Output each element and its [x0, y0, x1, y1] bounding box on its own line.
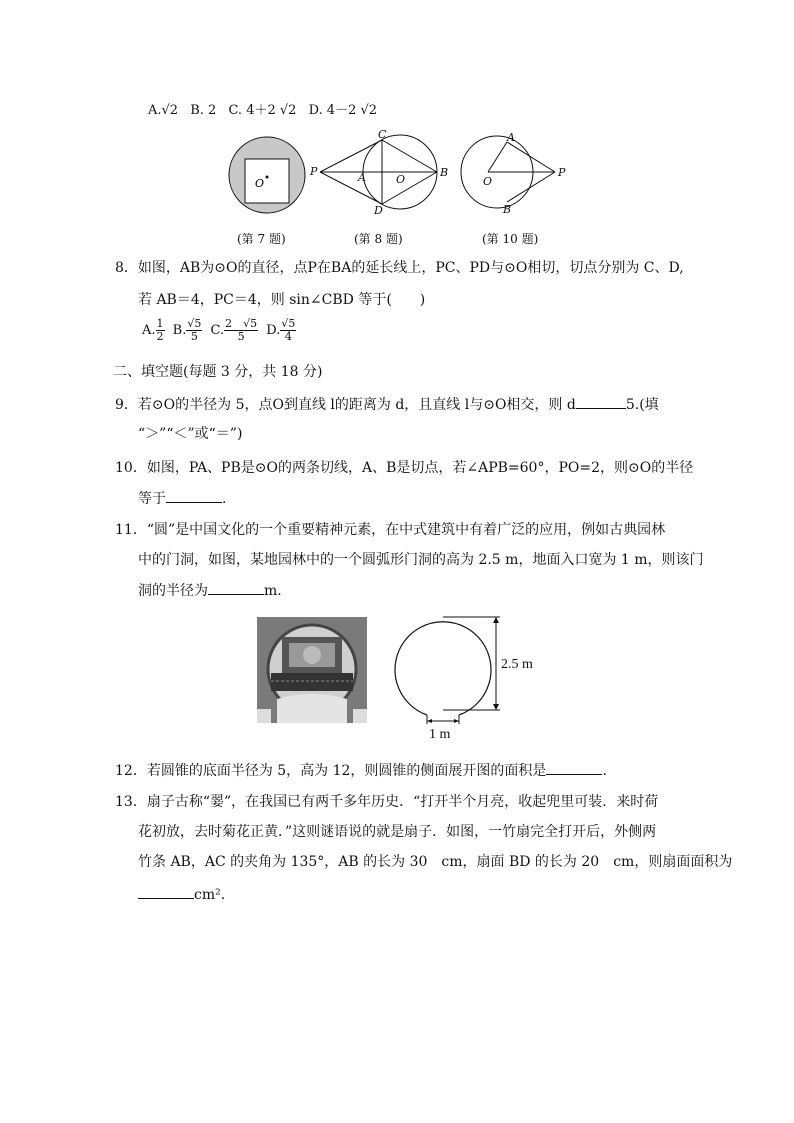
q13-answer-blank[interactable]	[138, 884, 194, 899]
q10-line-2-text: 等于	[138, 491, 166, 507]
q8-option-b-prefix: B.	[172, 323, 187, 338]
figure-10	[461, 136, 555, 208]
q13-line-2: 花初放，去时菊花正黄．”这则谜语说的就是扇子．如图，一竹扇完全打开后，外侧两	[138, 824, 657, 840]
q7-options	[148, 101, 385, 121]
q8-option-d-fraction	[280, 318, 296, 343]
figures-row	[220, 128, 600, 220]
fig8-label-d: D	[374, 204, 383, 217]
q8-option-a-num: 1	[156, 317, 164, 330]
q8-option-b-den: 5	[190, 330, 198, 343]
q9-line-1-tail: 5.(填	[625, 397, 659, 413]
q11-line-1: 11．“圆”是中国文化的一个重要精神元素，在中式建筑中有着广泛的应用，例如古典园林	[115, 522, 666, 538]
fig8-label-o: O	[396, 173, 406, 186]
door-width-label: 1 m	[429, 727, 451, 742]
q11-line-3-tail: m.	[264, 583, 282, 599]
q7-option-a: A.√2	[148, 103, 179, 118]
fig8-label-a: A	[358, 171, 366, 184]
fig8-label-p: P	[310, 165, 318, 178]
q10-line-2-tail: .	[222, 491, 227, 507]
q9-line-1-text: 9．若⊙O的半径为 5，点O到直线 l的距离为 d，且直线 l与⊙O相交，则 d	[115, 397, 576, 413]
q13-line-1: 13．扇子古称“翣”，在我国已有两千多年历史．“打开半个月亮，收起兜里可装．来时荷	[115, 794, 659, 810]
q11-line-3	[138, 580, 282, 601]
q8-option-c-num: 2 √5	[225, 317, 258, 330]
fig7-caption: (第 7 题)	[237, 232, 286, 246]
figure-7	[229, 137, 305, 213]
fig10-caption: (第 10 题)	[482, 232, 539, 246]
q11-line-3-text: 洞的半径为	[138, 583, 208, 599]
fig7-label-o: O	[255, 177, 265, 190]
q8-options	[142, 318, 296, 343]
q13-line-4-tail: cm².	[194, 887, 226, 903]
q8-option-d-prefix: D.	[266, 323, 281, 338]
door-diagram	[390, 612, 550, 742]
q12-line-1	[115, 760, 607, 781]
q8-option-c-prefix: C.	[210, 323, 225, 338]
fig10-label-p: P	[558, 166, 566, 179]
q8-option-a-prefix: A.	[142, 323, 156, 338]
door-height-label: 2.5 m	[501, 657, 533, 672]
fig8-caption: (第 8 题)	[354, 232, 403, 246]
q13-line-3: 竹条 AB，AC 的夹角为 135°，AB 的长为 30 cm，扇面 BD 的长为 20 cm，则扇面面积为	[138, 854, 733, 870]
garden-door-photo	[257, 617, 367, 723]
q9-answer-blank[interactable]	[576, 394, 626, 409]
fig10-label-o: O	[483, 175, 493, 188]
q7-option-c: C. 4＋2 √2	[228, 103, 297, 118]
q8-option-a-den: 2	[156, 330, 164, 343]
q12-line-1-text: 12．若圆锥的底面半径为 5，高为 12，则圆锥的侧面展开图的面积是	[115, 763, 547, 779]
fig10-label-b: B	[503, 203, 512, 216]
q8-line-2: 若 AB＝4，PC＝4，则 sin∠CBD 等于( )	[138, 292, 426, 308]
q7-option-b: B. 2	[190, 103, 217, 118]
q8-option-b-num: √5	[187, 317, 202, 330]
q10-line-2	[138, 488, 226, 509]
q12-answer-blank[interactable]	[546, 760, 602, 775]
section-2-title: 二、填空题(每题 3 分，共 18 分)	[113, 364, 323, 380]
q8-option-d-num: √5	[281, 317, 296, 330]
q11-line-2: 中的门洞，如图，某地园林中的一个圆弧形门洞的高为 2.5 m，地面入口宽为 1 m，则该门	[138, 552, 704, 568]
q11-answer-blank[interactable]	[208, 580, 264, 595]
q9-line-2: “＞”“＜”或“＝”)	[138, 426, 243, 442]
q9-line-1	[115, 394, 659, 415]
q8-option-d-den: 4	[284, 330, 292, 343]
q8-option-c-fraction	[224, 318, 258, 343]
q10-answer-blank[interactable]	[166, 488, 222, 503]
fig10-label-a: A	[507, 131, 515, 144]
fig8-label-c: C	[378, 128, 387, 141]
q13-line-4	[138, 884, 225, 905]
fig8-label-b: B	[440, 166, 449, 179]
q8-line-1: 8．如图，AB为⊙O的直径，点P在BA的延长线上，PC、PD与⊙O相切，切点分别为 C、D,	[115, 260, 684, 276]
q8-option-a-fraction	[156, 318, 165, 343]
figure-8	[320, 135, 437, 209]
q12-line-1-tail: .	[602, 763, 607, 779]
q7-option-d: D. 4－2 √2	[308, 103, 378, 118]
q10-line-1: 10．如图，PA、PB是⊙O的两条切线，A、B是切点，若∠APB=60°，PO=2，则⊙O的半径	[115, 460, 694, 476]
q8-option-b-fraction	[186, 318, 202, 343]
q8-option-c-den: 5	[237, 330, 245, 343]
